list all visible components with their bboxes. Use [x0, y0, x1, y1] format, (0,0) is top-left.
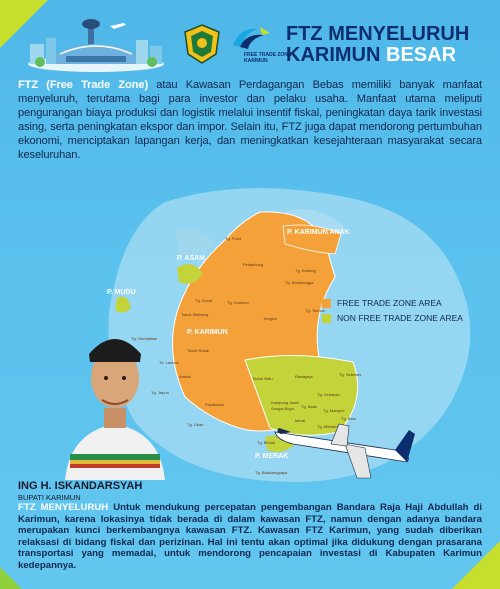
town-label: Tg. Sebesek — [339, 372, 362, 377]
ftz-karimun-logo-icon — [230, 25, 276, 51]
island-label-karimun-anak: P. KARIMUN ANAK — [287, 229, 350, 236]
regent-name: ING H. ISKANDARSYAH — [18, 480, 143, 492]
intro-keyword: FTZ (Free Trade Zone) — [18, 79, 149, 91]
title-line-2 — [286, 45, 469, 66]
town-label: Tg. Sunat — [195, 298, 213, 303]
map-legend — [322, 298, 463, 328]
town-label: Tg. Melasih — [317, 424, 338, 429]
bottom-text: Untuk mendukung percepatan pengembangan Bandara Raja Haji Abdullah di Karimun, karena lokasinya tidak berada di dalam kawasan FTZ, namun dengan adanya bandara merupakan kunci berkembangnya kawasan FTZ. Kawasan FTZ Karimun, yang sudah diberikan relaksasi di bidang fiskal dan perizinan. Hal ini tentu akan optimal jika didukung dengan prasarana transportasi yang memadai, untuk mendorong pencapaian investasi di Kabupaten Karimun kedepannya. — [18, 502, 483, 571]
town-label: Tg. Baru — [341, 416, 357, 421]
ftz-logo-line-2: KARIMUN — [244, 58, 268, 64]
town-label: Buluh Batu — [253, 376, 273, 381]
town-label: Tg. Jepun — [151, 390, 169, 395]
town-label: Meral — [295, 418, 306, 423]
town-label: Payabaloh — [205, 402, 224, 407]
legend-label-ftz: FREE TRADE ZONE AREA — [337, 298, 442, 308]
island-label-asam: P. ASAM — [177, 255, 206, 262]
regent-portrait — [60, 320, 170, 480]
airport-skyline-illustration — [26, 14, 166, 72]
town-label: Tg. Sebakan — [317, 392, 340, 397]
town-label: Tg. Mangrol — [323, 408, 345, 413]
town-label: Tg. Bahatangga — [285, 280, 314, 285]
town-label: Tg. Balai — [301, 404, 317, 409]
town-label: Tg. Kadong — [295, 268, 316, 273]
regent-role: BUPATI KARIMUN — [18, 493, 81, 502]
legend-label-non-ftz: NON FREE TRADE ZONE AREA — [337, 313, 463, 323]
bottom-paragraph — [18, 502, 482, 572]
bottom-keyword: FTZ MENYELURUH — [18, 502, 109, 513]
town-label: Tokok Ralak — [187, 348, 209, 353]
town-label: Tengkul — [263, 316, 277, 321]
town-label: Sungai Buya — [271, 406, 294, 411]
island-label-mudu: P. MUDU — [107, 289, 136, 296]
island-label-karimun: P. KARIMUN — [187, 329, 228, 336]
intro-text: atau Kawasan Perdagangan Bebas memiliki banyak manfaat menyeluruh, terutama bagi para investor dan pelaku usaha. Manfaat utama meliputi pengurangan biaya produksi dan logistik melalui insentif fiskal, peningkatan daya tarik investasi asing, serta peningkatan ekspor dan impor. Selain itu, FTZ juga dapat mendorong pertumbuhan ekonomi, menciptakan lapangan kerja, dan meningkatkan kesejahteraan masyarakat secara keseluruhan. — [18, 79, 482, 161]
town-label: Tg. Timnon — [305, 308, 326, 313]
town-label: Tg. Gendalitan — [131, 336, 158, 341]
town-label: Tg. Balakangpaya — [255, 470, 288, 475]
page-title — [286, 24, 469, 66]
town-label: Tokok Sitebang — [181, 312, 209, 317]
town-label: Tg. Bintoh — [257, 440, 276, 445]
header — [0, 0, 500, 78]
town-label: Rawajaya — [295, 374, 313, 379]
title-line-1: FTZ MENYELURUH — [286, 23, 470, 45]
ftz-logo-line-1: FREE TRADE ZONE — [244, 52, 292, 58]
title-word-besar: BESAR — [386, 44, 457, 66]
legend-item-ftz — [322, 298, 463, 308]
legend-item-non-ftz — [322, 313, 463, 323]
town-label: Ambat — [179, 374, 191, 379]
town-label: Tg. Pulut — [225, 236, 242, 241]
town-label: Tg. Uban — [187, 422, 204, 427]
regency-emblem-icon — [183, 24, 221, 64]
town-label: Pelambung — [243, 262, 264, 267]
legend-swatch-ftz — [322, 299, 331, 308]
ftz-logo-text — [244, 52, 291, 64]
town-label: Kampung Jawa — [271, 400, 299, 405]
intro-paragraph — [18, 78, 482, 162]
title-word-karimun: KARIMUN — [286, 44, 381, 66]
legend-swatch-non-ftz — [322, 314, 331, 323]
regent-caption — [18, 480, 142, 502]
town-label: Tk. Lanbun — [159, 360, 180, 365]
island-label-merak: P. MERAK — [255, 453, 289, 460]
town-label: Tg. Karimun — [227, 300, 249, 305]
